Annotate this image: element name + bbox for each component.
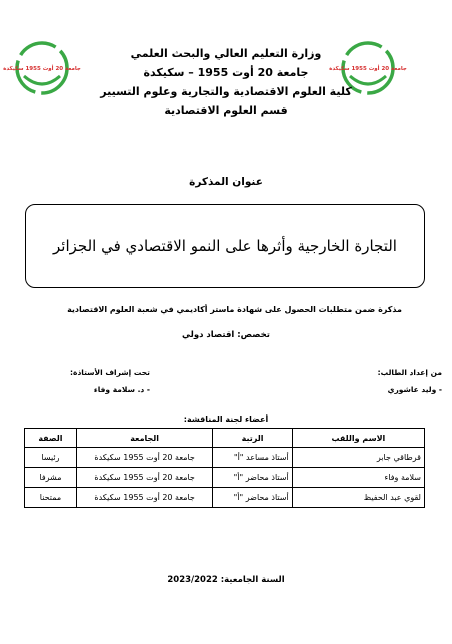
jury-title: أعضاء لجنة المناقشة: [183,415,269,424]
member-university: جامعة 20 أوت 1955 سكيكدة [76,488,213,508]
specialty: تخصص: اقتصاد دولي [182,330,270,340]
header-rank: الرتبة [213,429,292,448]
member-role: مشرفا [25,468,77,488]
header-university: الجامعة [76,429,213,448]
university-logo-left [3,40,81,96]
department-name: قسم العلوم الاقتصادية [164,104,288,117]
academic-year: السنة الجامعية: 2023/2022 [167,575,285,585]
ministry-name: وزارة التعليم العالي والبحث العلمي [130,47,322,60]
member-rank: أستاذ محاضر "أ" [213,468,292,488]
supervisor-block [30,364,150,398]
memo-label: عنوان المذكرة [189,176,263,188]
member-name: قرطاقي جابر [292,448,424,468]
table-row [25,488,425,508]
member-university: جامعة 20 أوت 1955 سكيكدة [76,468,213,488]
thesis-description: مذكرة ضمن متطلبات الحصول على شهادة ماستر أكاديمي في شعبة العلوم الاقتصادية [67,305,402,314]
header-role: الصفة [25,429,77,448]
member-name: لقوي عبد الحفيظ [292,488,424,508]
student-block [322,364,442,398]
jury-header-row [25,429,425,448]
university-name: جامعة 20 أوت 1955 – سكيكدة [143,66,309,79]
institution-header [100,44,352,120]
header-name: الاسم واللقب [292,429,424,448]
member-role: ممتحنا [25,488,77,508]
jury-table [24,428,425,508]
title-box [25,204,425,288]
member-rank: أستاذ محاضر "أ" [213,488,292,508]
member-role: رئيسا [25,448,77,468]
table-row [25,468,425,488]
member-rank: أستاذ مساعد "أ" [213,448,292,468]
thesis-title: التجارة الخارجية وأثرها على النمو الاقتصادي في الجزائر [53,237,397,255]
logo-text-left: جامعة 20 أوت 1955 سكيكدة [3,66,81,72]
supervisor-label: تحت إشراف الأستاذة: [70,368,150,377]
table-row [25,448,425,468]
member-university: جامعة 20 أوت 1955 سكيكدة [76,448,213,468]
member-name: سلامة وفاء [292,468,424,488]
student-name: - وليد عاشوري [387,385,442,394]
logo-text-right: جامعة 20 أوت 1955 سكيكدة [329,66,407,72]
supervisor-name: - د. سلامة وفاء [93,385,150,394]
faculty-name: كلية العلوم الاقتصادية والتجارية وعلوم التسيير [100,85,352,98]
student-label: من إعداد الطالب: [377,368,442,377]
